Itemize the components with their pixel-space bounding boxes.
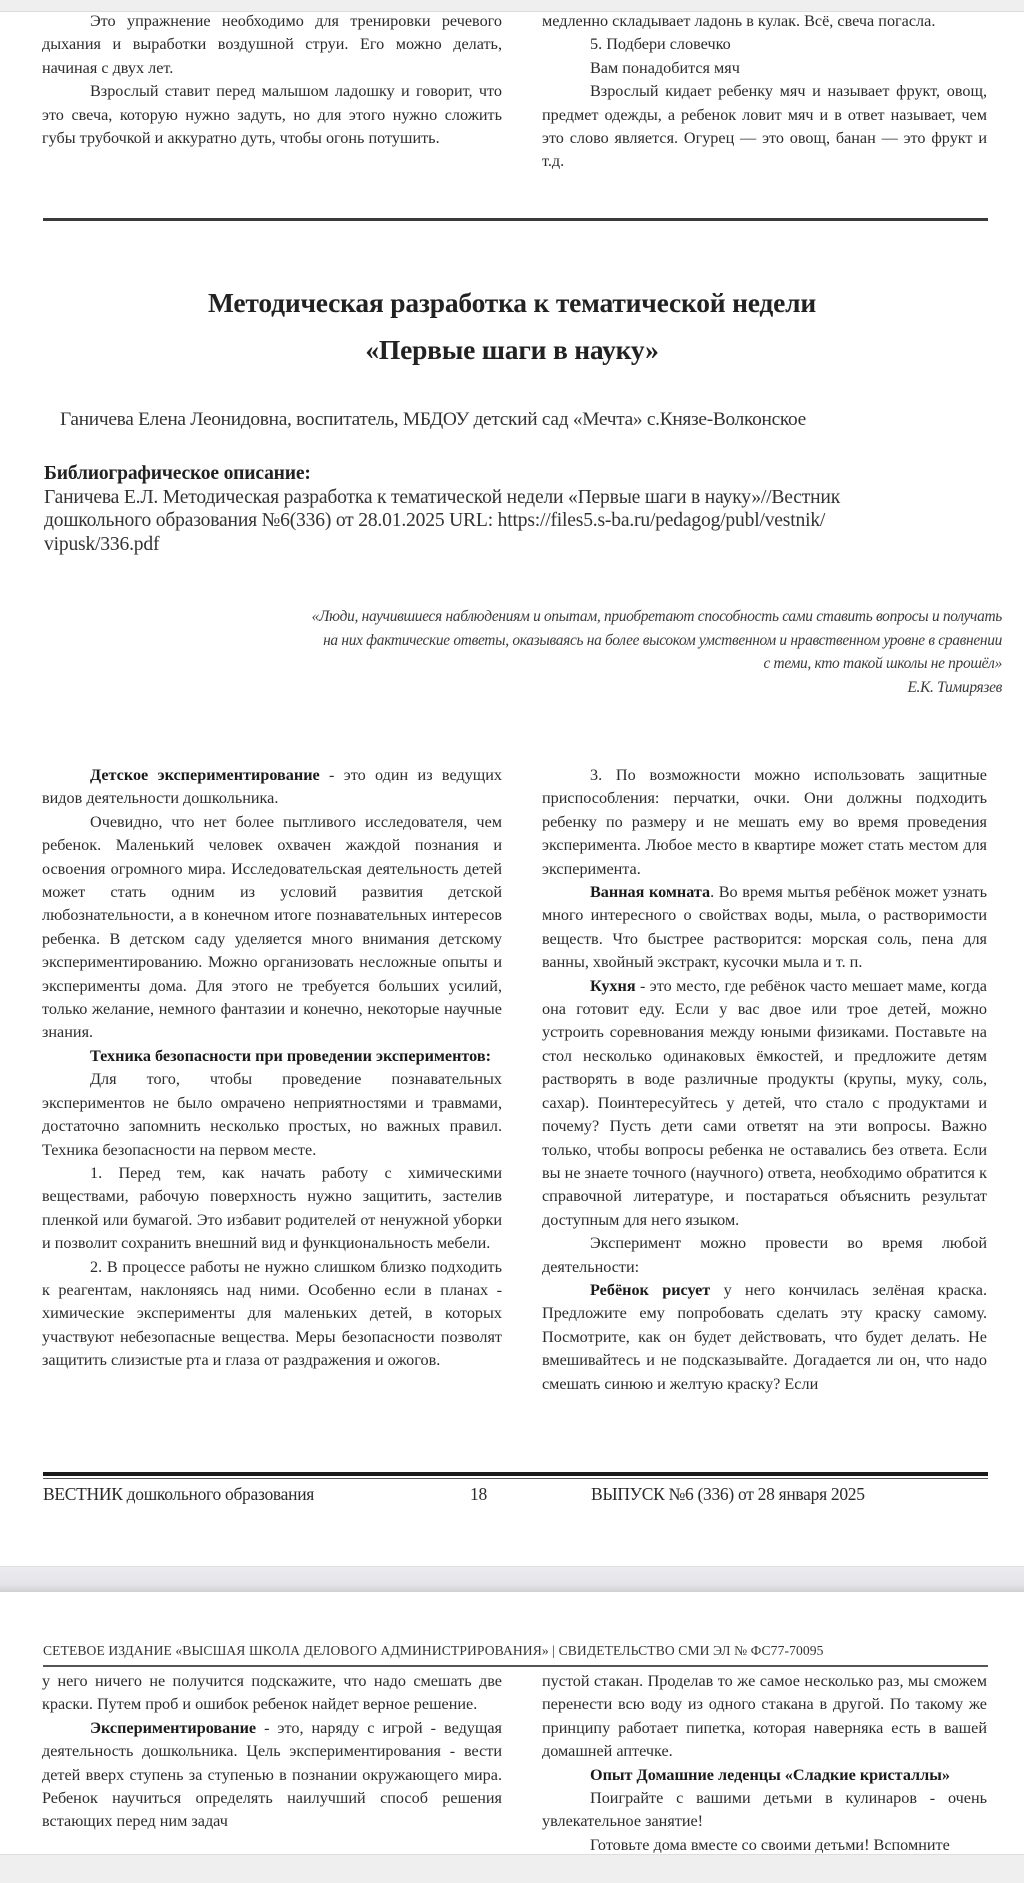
paragraph bbox=[542, 1279, 987, 1396]
biblio-heading: Библиографическое описание: bbox=[44, 463, 311, 484]
paragraph: Для того, чтобы проведение познавательных экспериментов не было омрачено неприятностями и травмами, достаточно запомнить несколько простых, но важных правил. Техника безопасности на первом месте. bbox=[42, 1070, 502, 1159]
previous-page-right-column bbox=[542, 12, 987, 174]
paragraph: медленно складывает ладонь в кулак. Всё, свеча погасла. bbox=[542, 12, 936, 30]
section-heading bbox=[542, 1764, 987, 1787]
paragraph: Вам понадобится мяч bbox=[590, 58, 740, 77]
paragraph: Это упражнение необходимо для тренировки речевого дыхания и выработки воздушной струи. Его можно делать, начиная с двух лет. bbox=[42, 12, 502, 77]
paragraph: 1. Перед тем, как начать работу с химическими веществами, рабочую поверхность нужно защитить, застелив пленкой или бумагой. Это избавит родителей от ненужной уборки и позволит сохранить внешний вид и функциональность мебели. bbox=[42, 1163, 502, 1253]
bold-heading: Техника безопасности при проведении экспериментов: bbox=[90, 1046, 491, 1065]
page-separator bbox=[0, 1566, 1024, 1592]
paragraph: 3. По возможности можно использовать защитные приспособления: перчатки, очки. Они должны подходить ребенку по размеру и не мешать ему во время проведения эксперимента. Любое место в квартире может стать местом для эксперимента. bbox=[542, 766, 987, 878]
paragraph bbox=[542, 881, 987, 975]
paragraph bbox=[542, 975, 987, 1232]
paragraph: Взрослый ставит перед малышом ладошку и говорит, что это свеча, которую нужно задуть, но для этого нужно сложить губы трубочкой и аккуратно дуть, чтобы огонь потушить. bbox=[42, 82, 502, 148]
page-18-left-column bbox=[42, 764, 502, 1373]
biblio-line: vipusk/336.pdf bbox=[44, 533, 160, 555]
page-19-right-column bbox=[542, 1670, 987, 1854]
paragraph: Готовьте дома вместе со своими детьми! Вспомните bbox=[590, 1835, 950, 1854]
bold-term: Ребёнок рисует bbox=[590, 1280, 711, 1299]
epigraph-author: Е.К. Тимирязев bbox=[907, 678, 1002, 696]
footer-issue: ВЫПУСК №6 (336) от 28 января 2025 bbox=[591, 1484, 865, 1504]
paragraph-text: у него кончилась зелёная краска. Предложите ему попробовать сделать эту краску самому. Посмотрите, как он будет действовать, что будет делать. Не вмешивайтесь и не подсказывайте. Догадается ли он, что надо смешать синюю и желтую краску? Если bbox=[542, 1280, 987, 1393]
bold-term: Детское экспериментирование bbox=[90, 766, 320, 784]
paragraph: Взрослый кидает ребенку мяч и называет фрукт, овощ, предмет одежды, а ребенок ловит мяч и в ответ называет, чем это слово является. Огурец — это овощ, банан — это фрукт и т.д. bbox=[542, 82, 987, 171]
epigraph-line: с теми, кто такой школы не прошёл» bbox=[763, 655, 1002, 672]
section-divider bbox=[43, 218, 988, 221]
paragraph bbox=[42, 1717, 502, 1834]
viewer-top-bar bbox=[0, 0, 1024, 12]
paragraph: Эксперимент можно провести во время любой деятельности: bbox=[542, 1234, 987, 1276]
paragraph-text: - это, наряду с игрой - ведущая деятельность дошкольника. Цель экспериментирования - вести детей вверх ступень за ступенью в познании окружающего мира. Ребенок научиться определять наилучший способ решения встающих перед ним задач bbox=[42, 1718, 502, 1831]
article-title-line-1: Методическая разработка к тематической недели bbox=[208, 287, 816, 318]
epigraph-line: «Люди, научившиеся наблюдениям и опытам, приобретают способность сами ставить вопросы и получать bbox=[311, 608, 1002, 625]
article-author: Ганичева Елена Леонидовна, воспитатель, МБДОУ детский сад «Мечта» с.Князе-Волконское bbox=[60, 409, 806, 430]
paragraph: 2. В процессе работы не нужно слишком близко подходить к реагентам, наклоняясь над ними. Особенно если в планах - химические эксперименты для маленьких детей, в которых участвуют небезопасные вещества. Меры безопасности позволят защитить слизистые рта и глаза от раздражения и ожогов. bbox=[42, 1257, 502, 1370]
section-heading bbox=[42, 1045, 502, 1068]
paragraph: Очевидно, что нет более пытливого исследователя, чем ребенок. Маленький человек охвачен жаждой познания и освоения огромного мира. Исследовательская деятельность детей может стать одним из условий развития детской любознательности, а в конечном итоге познавательных интересов ребенка. В детском саду уделяется много внимания детскому экспериментированию. Можно организовать несложные опыты и эксперименты дома. Для этого не требуется больших усилий, только желание, немного фантазии и конечно, некоторые научные знания. bbox=[42, 812, 502, 1042]
footer-journal-name: ВЕСТНИК дошкольного образования bbox=[43, 1484, 315, 1504]
epigraph bbox=[40, 605, 1002, 699]
viewer-bottom-bar bbox=[0, 1854, 1024, 1883]
paragraph-text: - это место, где ребёнок часто мешает маме, когда она готовит еду. Если у вас двое или трое детей, можно устроить соревнования между юными физиками. Поставьте на стол несколько одинаковых ёмкостей, и предложите детям растворять в воде различные продукты (крупы, муку, соль, сахар). Поинтересуйтесь у детей, что стало с продуктами и почему? Пусть дети сами ответят на эти вопросы. Важно только, чтобы вопросы ребенка не оставались без ответа. Если вы не знаете точного (научного) ответа, необходимо обратится к справочной литературе, и постараться объяснить результат доступным для него языком. bbox=[542, 976, 987, 1229]
paragraph: пустой стакан. Проделав то же самое несколько раз, мы сможем перенести всю воду из одного стакана в другой. По такому же принципу работает пипетка, которая наверняка есть в вашей домашней аптечке. bbox=[542, 1672, 987, 1761]
header-divider bbox=[43, 1665, 988, 1667]
biblio-line: Ганичева Е.Л. Методическая разработка к тематической недели «Первые шаги в науку»//Вестник bbox=[44, 486, 841, 508]
biblio-line: дошкольного образования №6(336) от 28.01.2025 URL: https://files5.s-ba.ru/pedagog/publ/vestnik/ bbox=[44, 510, 826, 531]
previous-page-left-column bbox=[42, 12, 502, 150]
epigraph-line: на них фактические ответы, оказываясь на более высоком умственном и нравственном уровне в сравнении bbox=[323, 631, 1002, 649]
bold-term: Ванная комната bbox=[590, 883, 711, 902]
exercise-heading: 5. Подбери словечко bbox=[590, 35, 731, 54]
page-number: 18 bbox=[470, 1484, 487, 1504]
paragraph: у него ничего не получится подскажите, что надо смешать две краски. Путем проб и ошибок ребенок найдет верное решение. bbox=[42, 1672, 502, 1714]
article-title-line-2: «Первые шаги в науку» bbox=[365, 334, 659, 365]
paragraph-text: . Во время мытья ребёнок может узнать много интересного о свойствах воды, мыла, о растворимости веществ. Что быстрее растворится: морская соль, пена для ванны, хвойный экстракт, кусочки мыла и т. п. bbox=[542, 883, 987, 972]
paragraph: Поиграйте с вашими детьми в кулинаров - очень увлекательное занятие! bbox=[542, 1789, 987, 1831]
page-19-fragment bbox=[0, 1670, 1024, 1854]
bold-term: Экспериментирование bbox=[90, 1718, 257, 1737]
bibliographic-description bbox=[44, 462, 1004, 556]
bold-heading: Опыт Домашние леденцы «Сладкие кристаллы» bbox=[590, 1765, 950, 1784]
page-18-right-column bbox=[542, 764, 987, 1396]
paragraph-text: - это один из ведущих видов деятельности дошкольника. bbox=[42, 766, 503, 808]
page-19-header: СЕТЕВОЕ ИЗДАНИЕ «ВЫСШАЯ ШКОЛА ДЕЛОВОГО АДМИНИСТРИРОВАНИЯ» | СВИДЕТЕЛЬСТВО СМИ ЭЛ № ФС77-70095 bbox=[43, 1643, 824, 1658]
footer-divider bbox=[43, 1472, 988, 1479]
paragraph bbox=[42, 764, 502, 811]
page-19-left-column bbox=[42, 1670, 502, 1834]
previous-page-fragment bbox=[0, 12, 1024, 212]
bold-term: Кухня bbox=[590, 976, 636, 995]
